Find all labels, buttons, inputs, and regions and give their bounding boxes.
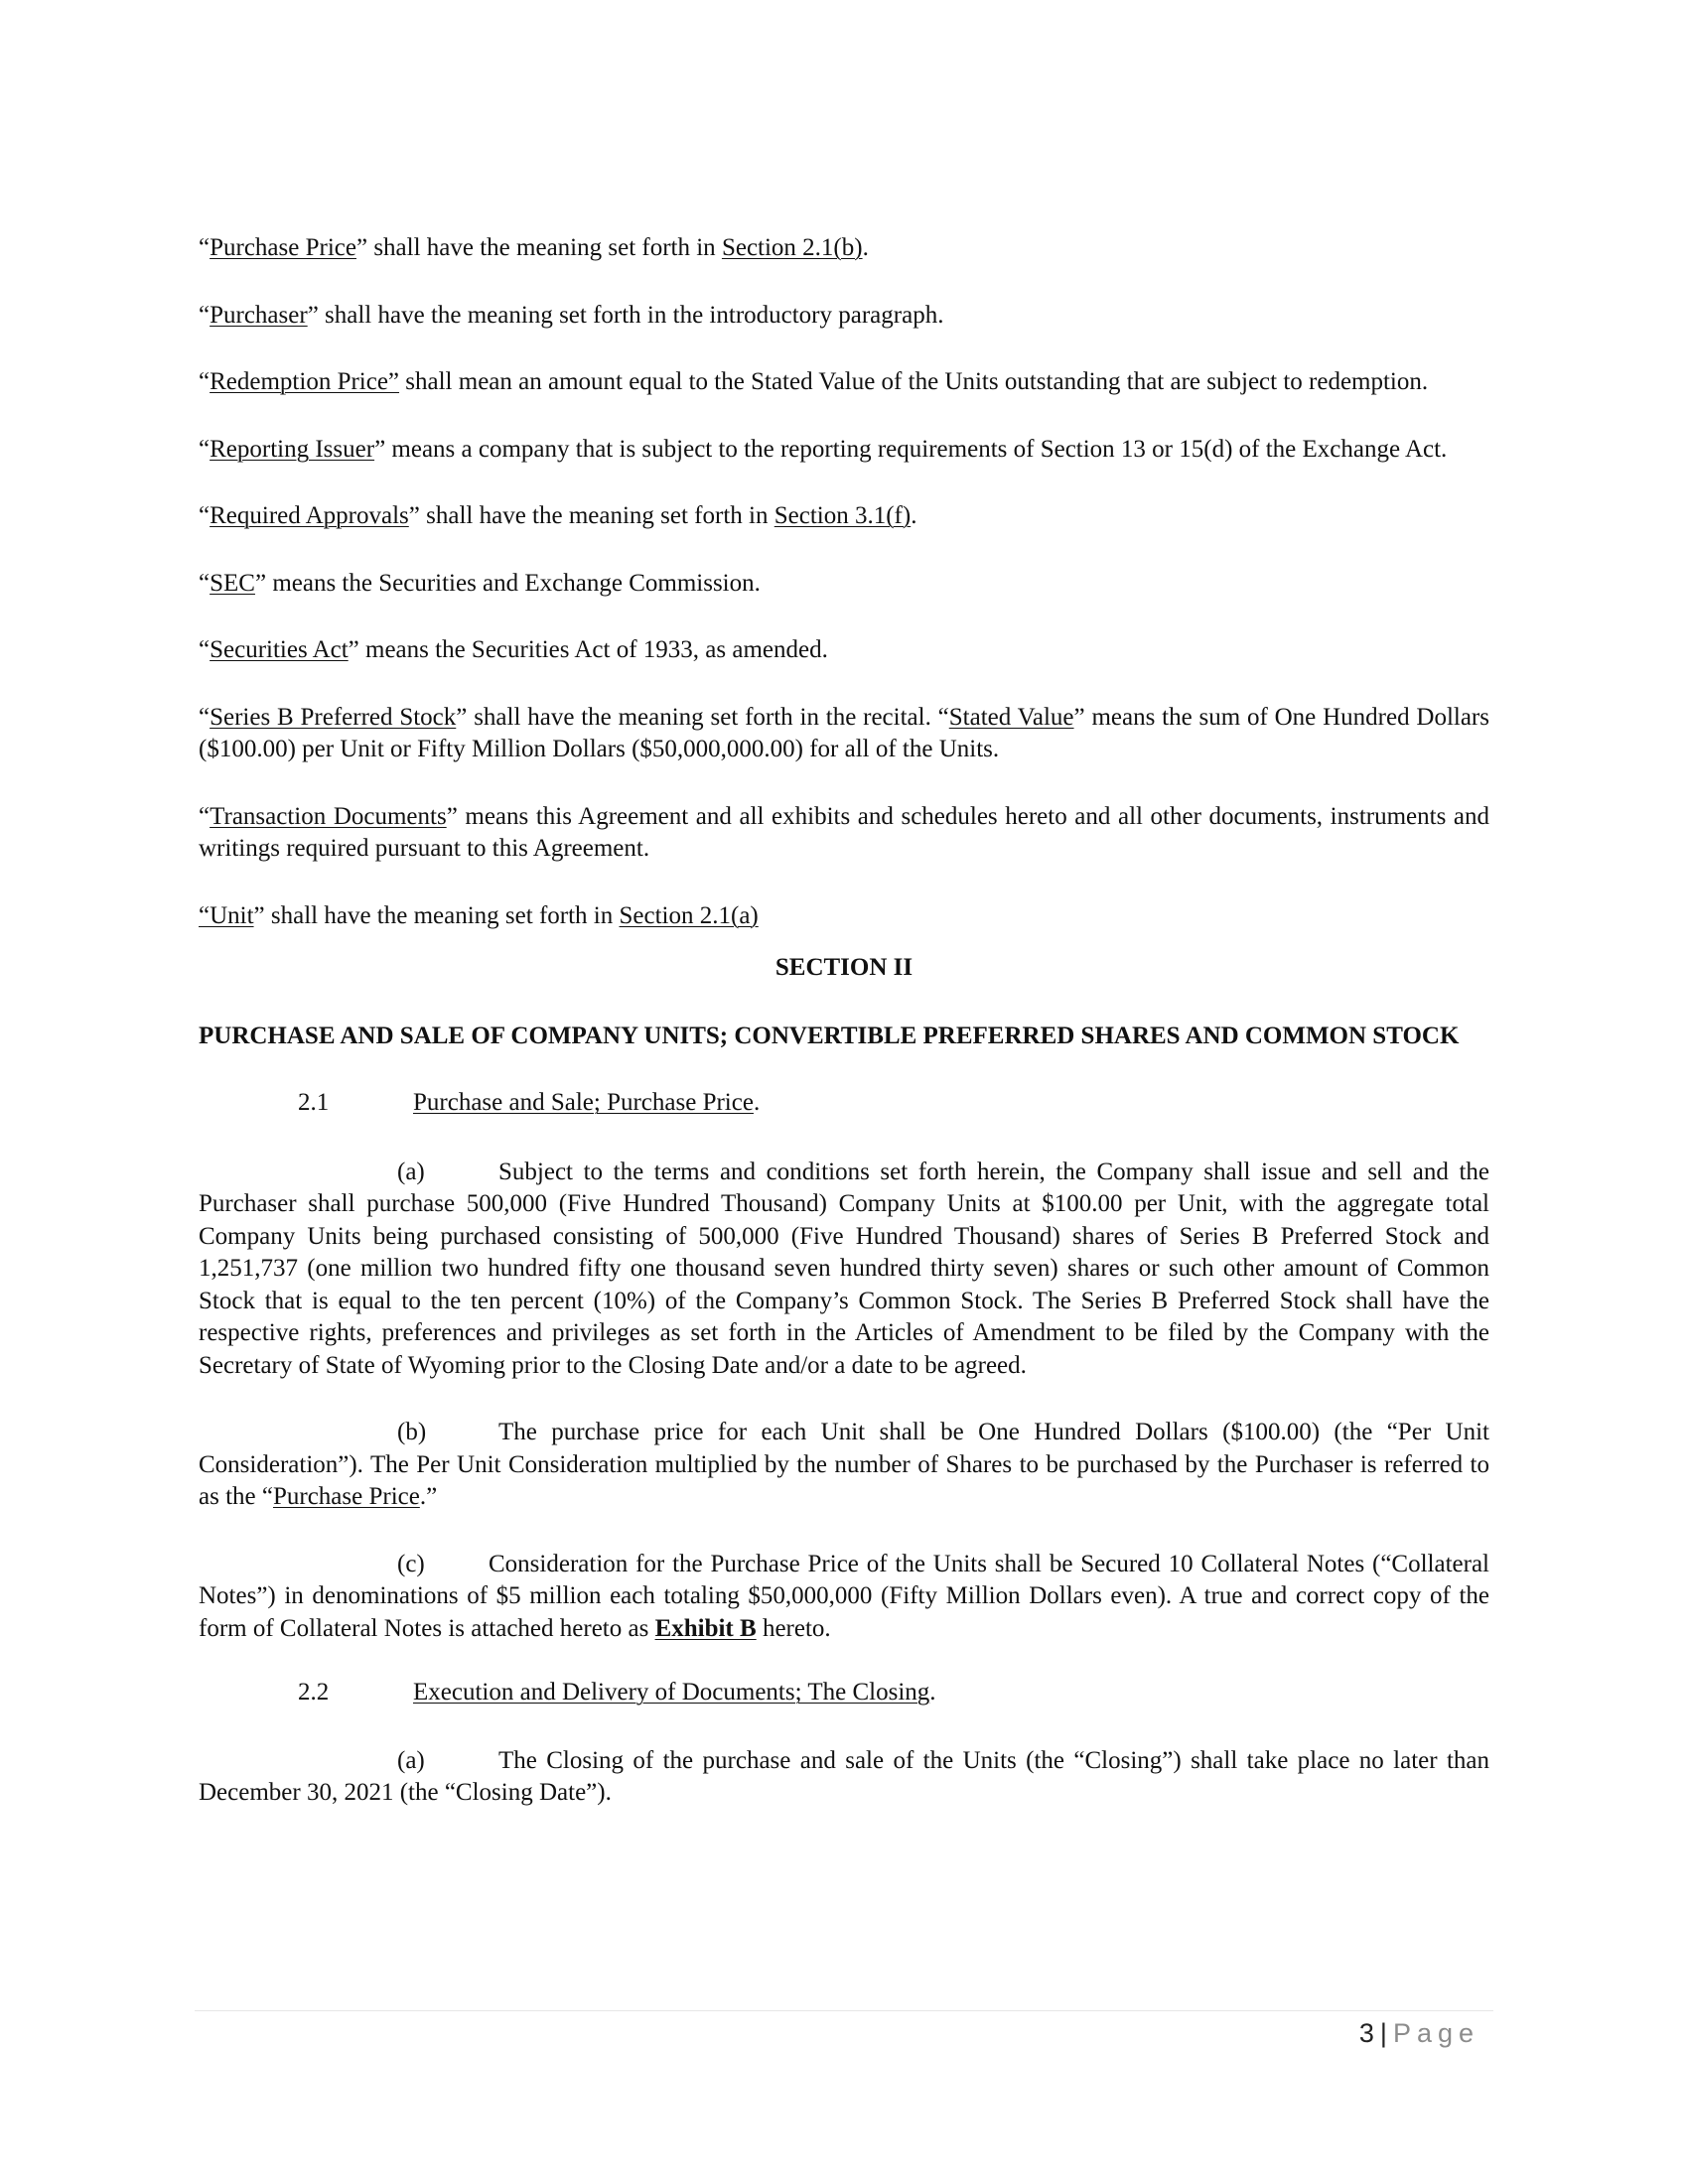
definition-text: ” means the Securities and Exchange Commission. xyxy=(254,569,761,597)
open-quote: “ xyxy=(199,636,211,663)
definition-sec xyxy=(199,568,1489,601)
paragraph-label: (c) xyxy=(397,1550,425,1577)
period: . xyxy=(929,1679,936,1706)
defined-term: Transaction Documents xyxy=(210,802,447,830)
paragraph-2-1-c xyxy=(199,1549,1489,1646)
defined-term: SEC xyxy=(210,569,255,597)
paragraph-2-2-a xyxy=(199,1745,1489,1810)
definition-redemption-price xyxy=(199,366,1489,399)
definition-text: ” shall have the meaning set forth in xyxy=(253,901,620,929)
definition-series-b-preferred-stock xyxy=(199,702,1489,766)
open-quote: “ xyxy=(199,368,211,395)
paragraph-label: (a) xyxy=(397,1158,425,1185)
open-quote: “ xyxy=(199,301,211,329)
defined-term: Required Approvals xyxy=(210,502,409,529)
paragraph-text: Subject to the terms and conditions set forth herein, the Company shall issue and sell and the Purchaser shall purchase 500,000 (Five Hundred Thousand) Company Units at $100.00 per Unit, with the aggregate total Company Units being purchased consisting of 500,000 (Five Hundred Thousand) shares of Series B Preferred Stock and 1,251,737 (one million two hundred fifty one thousand seven hundred thirty seven) shares or such other amount of Common Stock that is equal to the ten percent (10%) of the Company’s Common Stock. The Series B Preferred Stock shall have the respective rights, preferences and privileges as set forth in the Articles of Amendment to be filed by the Company with the Secretary of State of Wyoming prior to the Closing Date and/or a date to be agreed. xyxy=(199,1158,1489,1379)
defined-term: Redemption Price” xyxy=(210,368,400,395)
definition-text: ” means the Securities Act of 1933, as amended. xyxy=(348,636,828,663)
subsection-2-1-heading xyxy=(199,1087,1489,1120)
definition-purchaser xyxy=(199,300,1489,333)
page-word: Page xyxy=(1392,2018,1479,2048)
open-quote: “ xyxy=(199,703,211,731)
page-number: 3 xyxy=(1358,2018,1374,2048)
open-quote: “ xyxy=(199,502,211,529)
section-reference: Section 2.1(b) xyxy=(721,234,863,261)
footer-separator: | xyxy=(1379,2018,1387,2048)
period: . xyxy=(911,502,917,529)
definition-transaction-documents xyxy=(199,801,1489,866)
subsection-title: Execution and Delivery of Documents; The Closing xyxy=(413,1679,930,1706)
definition-text: ” shall have the meaning set forth in xyxy=(408,502,774,529)
paragraph-text-end: hereto. xyxy=(756,1614,831,1642)
section-heading: SECTION II xyxy=(774,954,914,981)
paragraph-text: Consideration for the Purchase Price of the Units shall be Secured 10 Collateral Notes (“Collateral Notes”) in denominations of $5 million each totaling $50,000,000 (Fifty Million Dollars even). A true and correct copy of the form of Collateral Notes is attached hereto as xyxy=(199,1550,1489,1642)
defined-term: Purchase Price xyxy=(210,234,356,261)
exhibit-reference: Exhibit B xyxy=(654,1614,757,1642)
defined-term: “Unit xyxy=(199,901,254,929)
subsection-2-2-heading xyxy=(199,1677,1489,1709)
period: . xyxy=(753,1089,761,1116)
period: . xyxy=(862,234,869,261)
defined-term: Purchase Price xyxy=(272,1483,420,1510)
definition-reporting-issuer xyxy=(199,434,1489,467)
footer-divider xyxy=(195,2010,1493,2011)
definition-text: ” means the sum of One Hundred Dollars ($100.00) per Unit or Fifty Million Dollars ($50,000,000.00) for all of the Units. xyxy=(199,703,1489,762)
paragraph-label: (a) xyxy=(397,1746,425,1774)
defined-term: Securities Act xyxy=(210,636,349,663)
definition-text: ” shall have the meaning set forth in the introductory paragraph. xyxy=(307,301,944,329)
page-footer xyxy=(1359,2016,1479,2050)
page-content xyxy=(199,232,1489,1810)
paragraph-2-1-b xyxy=(199,1417,1489,1514)
defined-term: Purchaser xyxy=(210,301,308,329)
definition-securities-act xyxy=(199,634,1489,667)
paragraph-text: The purchase price for each Unit shall be One Hundred Dollars ($100.00) (the “Per Unit Consideration”). The Per Unit Consideration multiplied by the number of Shares to be purchased by the Purchaser is referred to as the “ xyxy=(199,1419,1489,1510)
open-quote: “ xyxy=(199,802,211,830)
paragraph-label: (b) xyxy=(397,1419,427,1445)
defined-term: Reporting Issuer xyxy=(210,435,375,463)
definition-purchase-price xyxy=(199,232,1489,265)
definition-text: ” shall have the meaning set forth in the recital. “ xyxy=(456,703,949,731)
definition-required-approvals xyxy=(199,500,1489,533)
definition-unit xyxy=(199,900,1489,933)
definition-text: ” means this Agreement and all exhibits and schedules hereto and all other documents, instruments and writings required pursuant to this Agreement. xyxy=(199,802,1489,862)
section-reference: Section 2.1(a) xyxy=(619,901,759,929)
subsection-number: 2.2 xyxy=(298,1679,330,1706)
paragraph-text: The Closing of the purchase and sale of the Units (the “Closing”) shall take place no later than December 30, 2021 (the “Closing Date”). xyxy=(199,1746,1489,1806)
definition-text: ” shall have the meaning set forth in xyxy=(355,234,722,261)
section-reference: Section 3.1(f) xyxy=(774,502,912,529)
paragraph-2-1-a xyxy=(199,1157,1489,1383)
definition-text: ” means a company that is subject to the reporting requirements of Section 13 or 15(d) of the Exchange Act. xyxy=(374,435,1448,463)
open-quote: “ xyxy=(199,435,211,463)
subsection-title: Purchase and Sale; Purchase Price xyxy=(413,1089,754,1116)
defined-term-stated-value: Stated Value xyxy=(948,703,1074,731)
section-title: PURCHASE AND SALE OF COMPANY UNITS; CONVERTIBLE PREFERRED SHARES AND COMMON STOCK xyxy=(199,1022,1460,1049)
defined-term: Series B Preferred Stock xyxy=(210,703,457,731)
subsection-number: 2.1 xyxy=(298,1089,330,1116)
closing-punctuation: .” xyxy=(419,1483,438,1510)
open-quote: “ xyxy=(199,234,211,261)
open-quote: “ xyxy=(199,569,211,597)
definition-text: shall mean an amount equal to the Stated Value of the Units outstanding that are subject to redemption. xyxy=(399,368,1429,395)
